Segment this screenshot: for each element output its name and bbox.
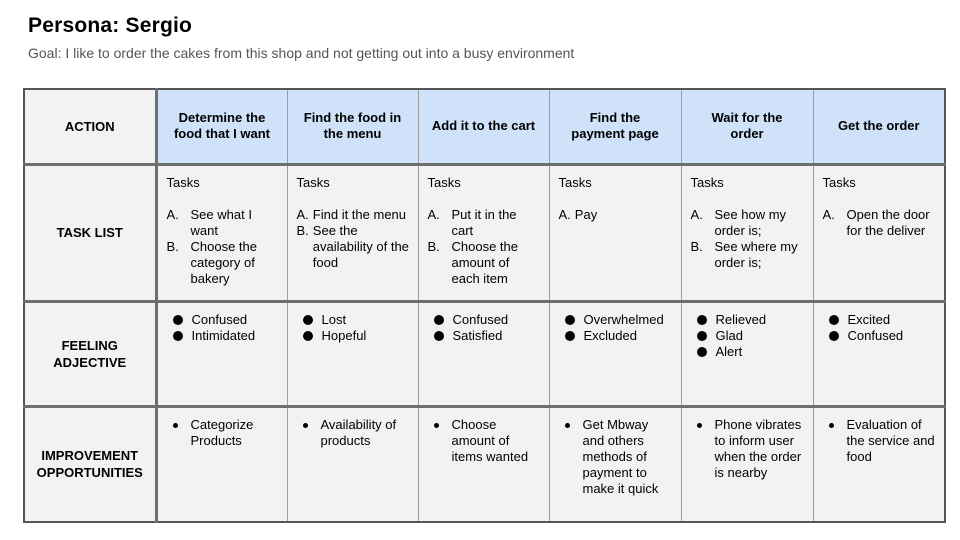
feeling-item: Excluded — [565, 328, 673, 344]
improvement-cell — [418, 406, 549, 522]
task-item: A. See how my order is; — [690, 206, 787, 238]
feeling-item: Intimidated — [173, 328, 279, 344]
bullet-icon — [303, 423, 308, 428]
row-header-feeling: FEELING ADJECTIVE — [24, 301, 156, 406]
stage-header: Add it to the cart — [418, 89, 549, 164]
improvement-cell — [156, 406, 287, 522]
bullet-icon — [173, 331, 183, 341]
task-item: A. See what I want — [166, 206, 252, 238]
task-cell — [156, 164, 287, 301]
feeling-item: Satisfied — [434, 328, 541, 344]
journey-map-table — [23, 88, 946, 523]
task-list-row — [24, 164, 945, 301]
task-cell — [681, 164, 813, 301]
improvement-cell — [287, 406, 418, 522]
improvement-cell — [681, 406, 813, 522]
feeling-item: Excited — [829, 312, 937, 328]
bullet-icon — [697, 347, 707, 357]
bullet-icon — [565, 423, 570, 428]
improvement-item: Evaluation of the service and food — [829, 417, 937, 465]
task-cell — [418, 164, 549, 301]
feeling-cell — [418, 301, 549, 406]
bullet-icon — [434, 331, 444, 341]
bullet-icon — [434, 423, 439, 428]
tasks-label: Tasks — [296, 174, 330, 190]
feeling-cell — [156, 301, 287, 406]
stage-header: Determine the food that I want — [156, 89, 287, 164]
task-cell — [287, 164, 418, 301]
row-header-action: ACTION — [24, 89, 156, 164]
feeling-item: Confused — [434, 312, 541, 328]
feeling-item: Confused — [829, 328, 937, 344]
tasks-label: Tasks — [427, 174, 461, 190]
feeling-item: Relieved — [697, 312, 805, 328]
bullet-icon — [697, 423, 702, 428]
task-item: B. See where my order is; — [690, 238, 798, 270]
feeling-item: Confused — [173, 312, 279, 328]
tasks-label: Tasks — [558, 174, 592, 190]
feeling-item: Alert — [697, 344, 805, 360]
task-item: A. Pay — [558, 206, 598, 222]
improvement-cell — [813, 406, 945, 522]
feeling-cell — [549, 301, 681, 406]
stage-header: Find the food in the menu — [287, 89, 418, 164]
bullet-icon — [173, 423, 178, 428]
task-item: A. Open the door for the deliver — [822, 206, 930, 238]
bullet-icon — [565, 315, 575, 325]
feeling-item: Lost — [303, 312, 410, 328]
persona-goal: Goal: I like to order the cakes from this shop and not getting out into a busy environment — [28, 45, 575, 61]
tasks-label: Tasks — [690, 174, 724, 190]
improvement-item: Phone vibrates to inform user when the order is nearby — [697, 417, 805, 481]
task-cell — [813, 164, 945, 301]
improvement-row — [24, 406, 945, 522]
feeling-cell — [681, 301, 813, 406]
bullet-icon — [697, 331, 707, 341]
bullet-icon — [829, 315, 839, 325]
feeling-item: Glad — [697, 328, 805, 344]
task-cell — [549, 164, 681, 301]
feeling-item: Hopeful — [303, 328, 410, 344]
improvement-item: Choose amount of items wanted — [434, 417, 541, 465]
bullet-icon — [434, 315, 444, 325]
bullet-icon — [565, 331, 575, 341]
task-item: B. See the availability of the food — [296, 222, 409, 270]
bullet-icon — [303, 331, 313, 341]
task-item: A. Put it in the cart — [427, 206, 517, 238]
improvement-item: Availability of products — [303, 417, 410, 449]
task-item: B. Choose the category of bakery — [166, 238, 257, 286]
improvement-cell — [549, 406, 681, 522]
persona-title: Persona: Sergio — [28, 14, 193, 37]
tasks-label: Tasks — [166, 174, 200, 190]
stage-header: Get the order — [813, 89, 945, 164]
action-row — [24, 89, 945, 164]
improvement-item: Categorize Products — [173, 417, 279, 449]
stage-header: Find the payment page — [549, 89, 681, 164]
feeling-cell — [813, 301, 945, 406]
task-item: A. Find it the menu — [296, 206, 407, 222]
task-item: B. Choose the amount of each item — [427, 238, 518, 286]
bullet-icon — [697, 315, 707, 325]
row-header-task-list: TASK LIST — [24, 164, 156, 301]
improvement-item: Get Mbway and others methods of payment to make it quick — [565, 417, 673, 497]
bullet-icon — [829, 331, 839, 341]
tasks-label: Tasks — [822, 174, 856, 190]
bullet-icon — [303, 315, 313, 325]
feeling-item: Overwhelmed — [565, 312, 673, 328]
feeling-row — [24, 301, 945, 406]
bullet-icon — [829, 423, 834, 428]
row-header-improvement: IMPROVEMENT OPPORTUNITIES — [24, 406, 156, 522]
feeling-cell — [287, 301, 418, 406]
bullet-icon — [173, 315, 183, 325]
stage-header: Wait for the order — [681, 89, 813, 164]
